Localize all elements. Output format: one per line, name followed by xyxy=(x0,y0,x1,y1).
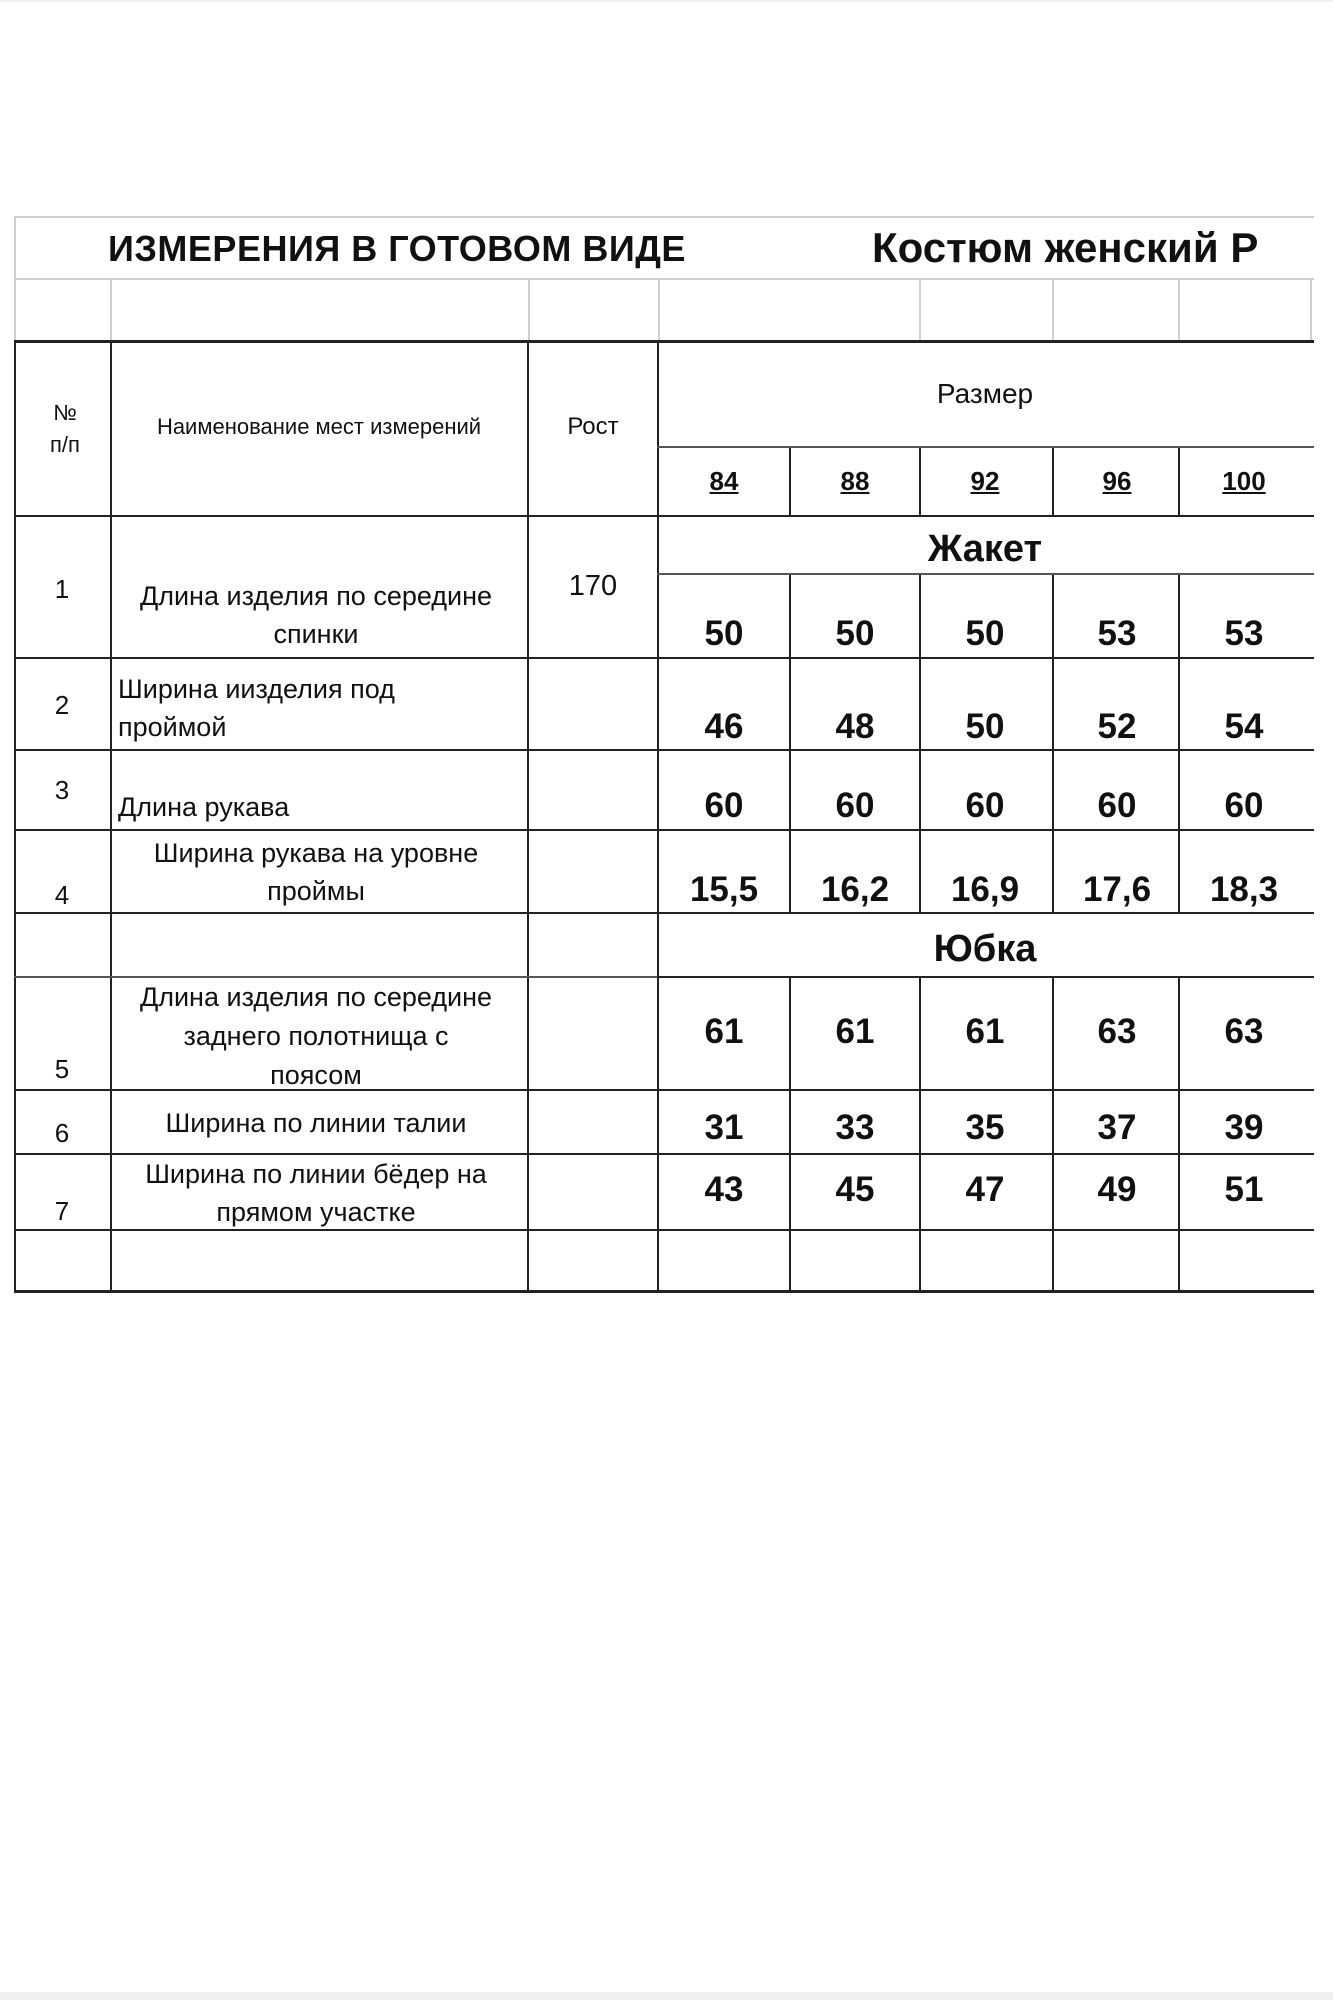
row-line xyxy=(14,515,1314,517)
row-2-value-84: 46 xyxy=(704,707,744,746)
sheet-title: ИЗМЕРЕНИЯ В ГОТОВОМ ВИДЕ xyxy=(108,228,686,269)
row-4-value-92: 16,9 xyxy=(950,870,1020,909)
grid-line xyxy=(14,216,1314,218)
row-4-value-84: 15,5 xyxy=(689,870,759,909)
grid-line xyxy=(1310,278,1312,342)
bottom-edge xyxy=(0,1992,1333,2000)
row-4-value-100: 18,3 xyxy=(1209,870,1279,909)
row-1-number: 1 xyxy=(54,574,70,604)
row-2-value-88: 48 xyxy=(835,707,875,746)
section-skirt: Юбка xyxy=(933,928,1037,970)
row-6-value-100: 39 xyxy=(1224,1108,1264,1147)
col-line xyxy=(919,978,921,1292)
row-5-name-line2: заднего полотнища с xyxy=(183,1021,449,1051)
row-7-value-96: 49 xyxy=(1097,1170,1137,1209)
row-4-number: 4 xyxy=(54,880,70,910)
row-5-number: 5 xyxy=(54,1054,70,1084)
header-name: Наименование мест измерений xyxy=(156,414,482,439)
col-line xyxy=(14,340,16,1292)
row-7-name-line1: Ширина по линии бёдер на xyxy=(145,1159,487,1189)
size-92: 92 xyxy=(970,466,1000,496)
row-1-name-line1: Длина изделия по середине xyxy=(139,581,493,611)
row-3-value-84: 60 xyxy=(704,786,744,825)
col-line xyxy=(789,574,791,914)
row-3-value-92: 60 xyxy=(965,786,1005,825)
grid-line xyxy=(919,278,921,342)
row-line xyxy=(14,912,1314,914)
grid-line xyxy=(1178,278,1180,342)
row-1-value-100: 53 xyxy=(1224,614,1264,653)
row-2-name-line2: проймой xyxy=(118,712,227,742)
col-line xyxy=(789,446,791,516)
header-number-line1: № xyxy=(53,400,77,425)
row-4-value-96: 17,6 xyxy=(1082,870,1152,909)
row-5-value-84: 61 xyxy=(704,1012,744,1051)
header-size: Размер xyxy=(936,378,1034,409)
col-line xyxy=(110,340,112,1292)
row-line xyxy=(14,829,1314,831)
grid-line xyxy=(658,278,660,342)
row-6-value-88: 33 xyxy=(835,1108,875,1147)
row-2-number: 2 xyxy=(54,690,70,720)
row-2-value-96: 52 xyxy=(1097,707,1137,746)
row-2-value-92: 50 xyxy=(965,707,1005,746)
grid-line xyxy=(528,278,530,342)
row-5-name-line1: Длина изделия по середине xyxy=(139,982,493,1012)
row-5-value-96: 63 xyxy=(1097,1012,1137,1051)
grid-line xyxy=(14,216,16,341)
row-4-name-line1: Ширина рукава на уровне xyxy=(153,838,479,868)
row-7-value-100: 51 xyxy=(1224,1170,1264,1209)
header-number-line2: п/п xyxy=(50,432,80,457)
row-7-name-line2: прямом участке xyxy=(216,1197,416,1227)
row-line xyxy=(14,657,1314,659)
section-jacket: Жакет xyxy=(927,528,1043,570)
size-88: 88 xyxy=(840,466,870,496)
row-line xyxy=(657,976,1314,978)
row-line xyxy=(657,573,1314,575)
row-3-value-100: 60 xyxy=(1224,786,1264,825)
row-6-value-96: 37 xyxy=(1097,1108,1137,1147)
row-5-name-line3: поясом xyxy=(270,1060,362,1090)
row-3-number: 3 xyxy=(54,775,70,805)
row-1-value-92: 50 xyxy=(965,614,1005,653)
row-5-value-92: 61 xyxy=(965,1012,1005,1051)
row-5-value-100: 63 xyxy=(1224,1012,1264,1051)
row-2-value-100: 54 xyxy=(1224,707,1264,746)
row-1-value-96: 53 xyxy=(1097,614,1137,653)
row-5-value-88: 61 xyxy=(835,1012,875,1051)
product-title: Костюм женский Р xyxy=(872,224,1259,271)
row-1-value-88: 50 xyxy=(835,614,875,653)
row-4-name-line2: проймы xyxy=(267,876,365,906)
size-84: 84 xyxy=(709,466,739,496)
size-100: 100 xyxy=(1222,466,1266,496)
header-height: Рост xyxy=(567,413,619,440)
grid-line xyxy=(1052,278,1054,342)
row-6-value-84: 31 xyxy=(704,1108,744,1147)
col-line xyxy=(919,446,921,516)
size-96: 96 xyxy=(1102,466,1132,496)
col-line xyxy=(527,340,529,1292)
row-7-value-84: 43 xyxy=(704,1170,744,1209)
row-3-value-96: 60 xyxy=(1097,786,1137,825)
row-1-name-line2: спинки xyxy=(273,619,359,649)
row-7-number: 7 xyxy=(54,1196,70,1226)
table-bottom-border xyxy=(14,1290,1314,1293)
row-3-value-88: 60 xyxy=(835,786,875,825)
table-top-border xyxy=(14,340,1314,343)
row-line xyxy=(657,446,1314,448)
row-6-name-line1: Ширина по линии талии xyxy=(165,1108,467,1138)
row-4-value-88: 16,2 xyxy=(820,870,890,909)
row-7-value-92: 47 xyxy=(965,1170,1005,1209)
row-6-value-92: 35 xyxy=(965,1108,1005,1147)
row-line xyxy=(14,749,1314,751)
row-1-value-84: 50 xyxy=(704,614,744,653)
row-3-name-line1: Длина рукава xyxy=(118,792,290,822)
row-7-value-88: 45 xyxy=(835,1170,875,1209)
grid-line xyxy=(14,278,1314,280)
grid-line xyxy=(110,278,112,342)
col-line xyxy=(789,978,791,1292)
row-6-number: 6 xyxy=(54,1118,70,1148)
height-value: 170 xyxy=(568,570,618,602)
col-line xyxy=(919,574,921,914)
col-line xyxy=(657,340,659,1292)
row-2-name-line1: Ширина иизделия под xyxy=(118,674,395,704)
